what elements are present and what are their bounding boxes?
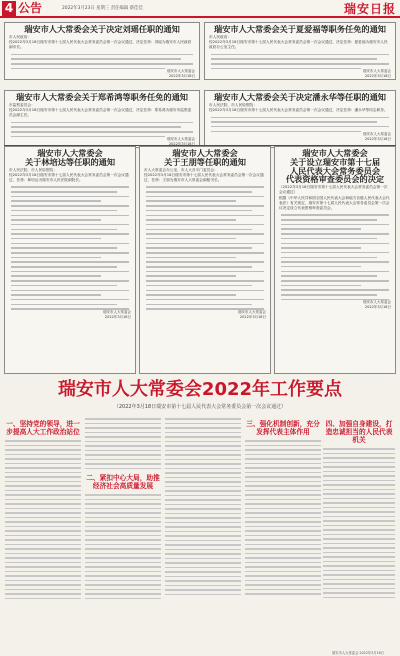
notice-title: 瑞安市人大常委会关于郑希鸿等职务任免的通知 (16, 92, 188, 102)
notice-title: 瑞安市人大常委会关于夏爱福等职务任免的通知 (214, 24, 386, 34)
notice-lin-peida (4, 146, 136, 374)
article-column-2 (84, 415, 162, 648)
masthead-logo: 瑞安日报 (343, 2, 396, 16)
notice-footer: 瑞安市人大常委会 2022年3月18日 (363, 132, 391, 142)
notice-body: 市人民法院、市人民检察院： 经2022年3月18日瑞安市第十七届人民代表大会常务委员会第一次会议通过，任命：林培达为瑞安市人民法院副院长。 (9, 167, 129, 182)
notice-title: 瑞安市人大常委会关于决定潘永华等任职的通知 (214, 92, 386, 102)
column-heading: 四、加强自身建设，打造忠诚担当的人民代表机关 (325, 420, 393, 444)
notice-body: 市人民政府： 经2022年3月18日瑞安市第十七届人民代表大会常务委员会第一次会议通过，决定任命：夏爱福为瑞安市人民政府办公室主任。 (209, 35, 388, 50)
notice-title: 瑞安市人大常委会 关于设立瑞安市第十七届 人民代表大会常务委员会 代表资格审查委员会的决定 (285, 148, 385, 185)
column-heading: 二、紧扣中心大局，助推经济社会高质量发展 (86, 474, 160, 490)
page-header (0, 0, 400, 18)
notice-body: 市人民政府： 经2022年3月18日瑞安市第十七届人民代表大会常务委员会第一次会议通过，决定任命：刘瑶为瑞安市人民政府副市长。 (9, 35, 192, 50)
notice-title: 瑞安市人大常委会 关于林培达等任职的通知 (24, 148, 116, 167)
article-footer: 瑞安市人大常委会 2022年3月18日 (332, 651, 384, 655)
notice-xia-aifu (204, 22, 396, 80)
article-column-4 (244, 415, 322, 648)
column-heading: 三、强化机制创新，充分发挥代表主体作用 (246, 420, 320, 436)
date-line: 2022年3月23日 星期三 责任编辑 蔡佳佳 (62, 6, 143, 11)
notice-body: （2022年3月18日瑞安市第十七届人民代表大会常务委员会第一次会议通过） 根据《中华人民共和国全国人民代表大会和地方各级人民代表大会代表法》有关规定，瑞安市第十七届人民代表大会常务委员会第一次会议决定设立代表资格审查委员会。 (279, 185, 390, 210)
notice-footer: 瑞安市人大常委会 2022年3月18日 (363, 69, 391, 79)
main-headline: 瑞安市人大常委会2022年工作要点 (57, 379, 343, 400)
notice-footer: 瑞安市人大常委会 2022年3月18日 (103, 309, 131, 319)
notice-footer: 瑞安市人大常委会 2022年3月18日 (363, 300, 391, 310)
page-number-badge: 4 (2, 1, 16, 16)
article-column-3 (164, 415, 242, 648)
notice-qualification-committee (274, 146, 396, 374)
notice-footer: 瑞安市人大常委会 2022年3月18日 (238, 309, 266, 319)
notice-title: 瑞安市人大常委会 关于王朋等任职的通知 (164, 148, 246, 167)
notice-pan-yonghua (204, 90, 396, 148)
notice-wang-peng (139, 146, 271, 374)
notice-footer: 瑞安市人大常委会 (167, 137, 195, 142)
notice-body: 市监察委员会： 经2022年3月18日瑞安市第十七届人民代表大会常务委员会第一次会议通过，决定任命：郑希鸿为瑞安市监察委员会副主任。 (9, 103, 192, 118)
column-heading: 一、坚持党的领导，进一步提高人大工作政治站位 (6, 420, 80, 436)
notice-footer: 瑞安市人大常委会 2022年3月18日 (167, 69, 195, 79)
main-subtitle: （2022年3月18日瑞安市第十七届人民代表大会常务委员会第一次会议通过） (113, 404, 287, 410)
article-column-1 (4, 415, 82, 648)
notice-title: 瑞安市人大常委会关于决定刘瑶任职的通知 (24, 24, 180, 34)
notice-body: 市人民法院、市人民检察院： 经2022年3月18日瑞安市第十七届人民代表大会常务委员会第一次会议通过，决定任命：潘永华等同志职务。 (209, 103, 388, 113)
article-column-5 (322, 415, 396, 648)
notice-liu-yao (4, 22, 200, 80)
notice-zheng-xihong (4, 90, 200, 148)
section-title: 公告 (18, 1, 43, 15)
notice-body: 市人大常委会办公室，市人大各专门委员会： 经2022年3月18日瑞安市第十七届人民代表大会常务委员会第一次会议通过，任命：王朋为瑞安市人大常委会副秘书长。 (144, 167, 264, 182)
